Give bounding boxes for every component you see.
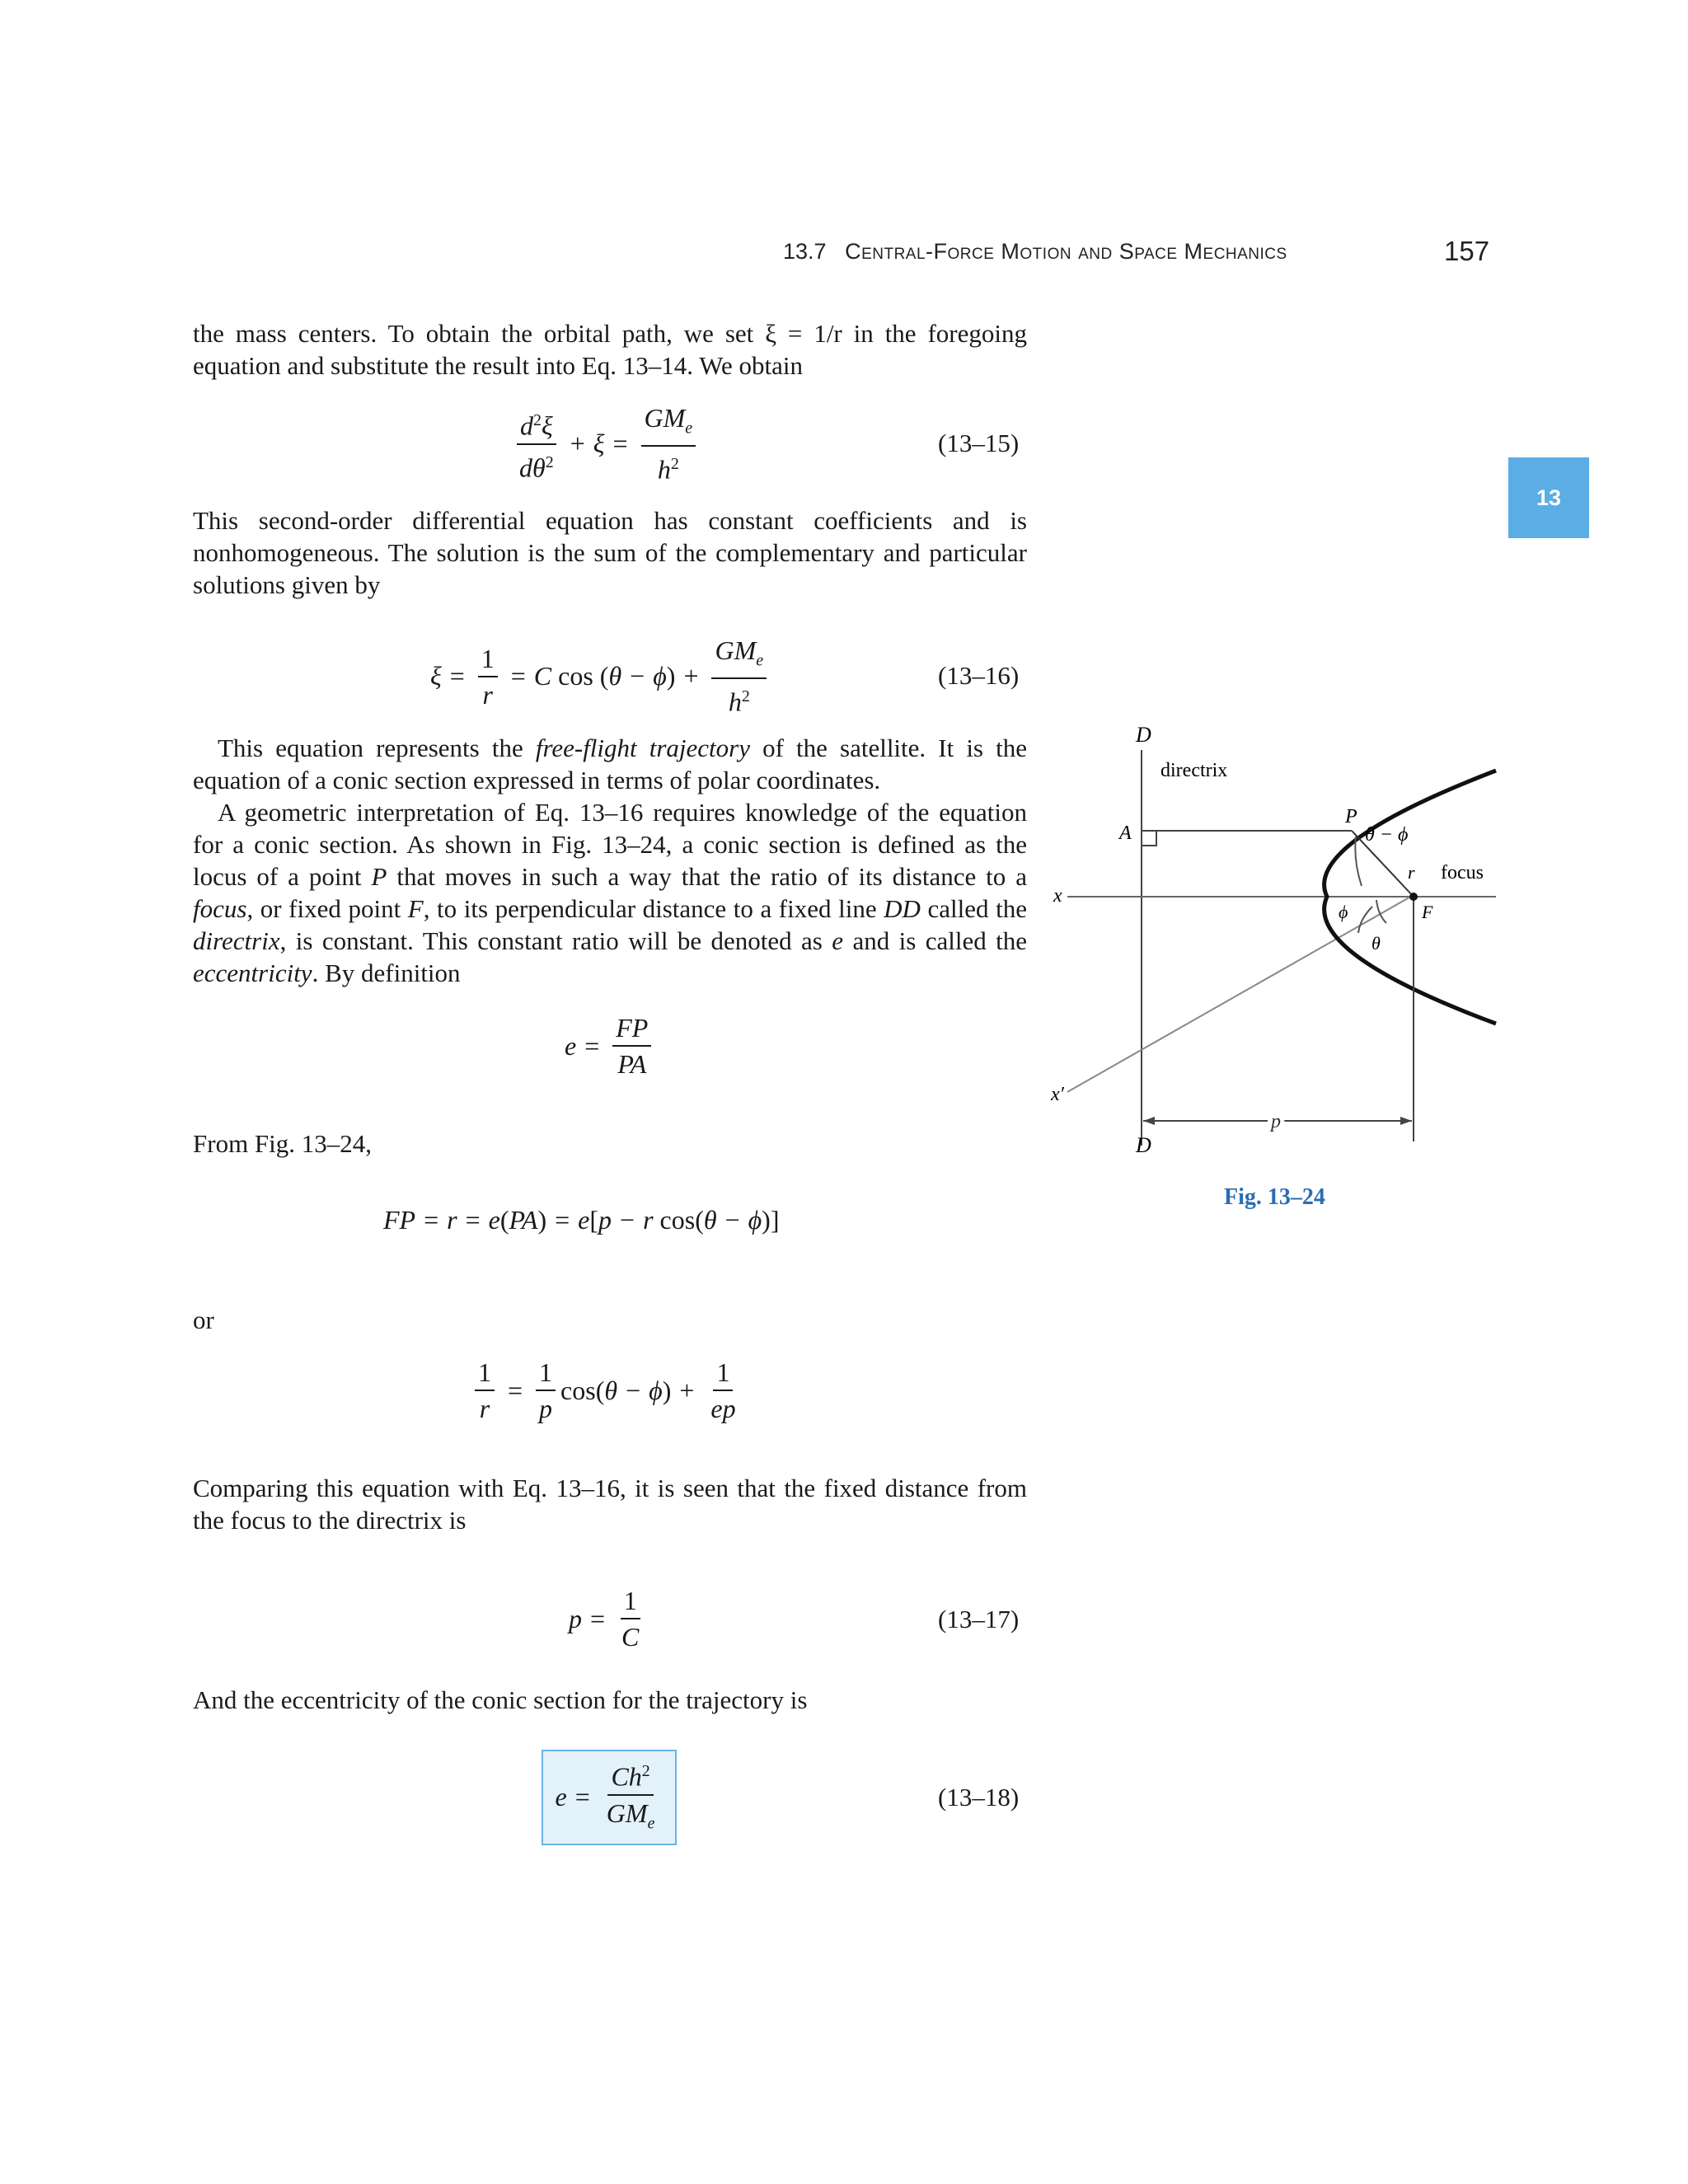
label-x: x bbox=[1053, 885, 1062, 907]
label-directrix: directrix bbox=[1160, 760, 1228, 781]
label-f: F bbox=[1422, 902, 1433, 922]
section-number: 13.7 bbox=[783, 239, 827, 264]
equation-fp: FP = r = e ( PA ) = e [ p − r cos( θ − ϕ )] bbox=[383, 1205, 780, 1235]
equation-13-17: p = $\frac{1}{C}$ bbox=[569, 1586, 647, 1651]
paragraph-or: or bbox=[193, 1305, 214, 1334]
fraction: $\frac{d^2\xi}{d\theta^2}$ bbox=[516, 406, 557, 481]
figure-caption: Fig. 13–24 bbox=[1224, 1184, 1325, 1210]
label-focus: focus bbox=[1441, 862, 1484, 883]
paragraph-intro: the mass centers. To obtain the orbital path, we set ξ = 1/r in the foregoing equation and substitute the result into Eq. 13–14. We obtain bbox=[193, 319, 1027, 380]
figure-13-24 bbox=[1047, 717, 1508, 1179]
running-header bbox=[783, 239, 1287, 265]
section-title: Central-Force Motion and Space Mechanics bbox=[845, 239, 1287, 264]
paragraph-second-order: This second-order differential equation has constant coefficients and is nonhomogeneous. The solution is the sum of the complementary and particular solutions given by bbox=[193, 506, 1027, 599]
equation-13-15: $\frac{d^2\xi}{d\theta^2}$ + ξ = $\frac{GM_e}{h^2}$ bbox=[511, 404, 701, 484]
paragraph-eccentricity-trajectory: And the eccentricity of the conic section for the trajectory is bbox=[193, 1685, 808, 1714]
label-d-top: D bbox=[1136, 723, 1151, 747]
equation-number-13-16: (13–16) bbox=[938, 661, 1020, 690]
paragraph-geometric-interpretation: A geometric interpretation of Eq. 13–16 requires knowledge of the equation for a conic section. As shown in Fig. 13–24, a conic section is defined as the locus of a point P that moves in such a way that the ratio of its distance to a focus, or fixed point F, to its perpendicular distance to a fixed line DD called the directrix, is constant. This constant ratio will be denoted as e and is called the eccentricity. By definition bbox=[193, 798, 1028, 987]
equation-number-13-18: (13–18) bbox=[938, 1783, 1020, 1811]
fraction: $\frac{1}{C}$ bbox=[621, 1586, 640, 1652]
paragraph-from-fig: From Fig. 13–24, bbox=[193, 1129, 373, 1158]
paragraph-free-flight: This equation represents the free-flight trajectory of the satellite. It is the equation of a conic section expressed in terms of polar coordinates. bbox=[193, 733, 1027, 794]
label-theta-minus-phi: θ − ϕ bbox=[1365, 824, 1409, 846]
fraction: $\frac{Ch^2}{GM_e}$ bbox=[603, 1757, 659, 1837]
equation-number-13-15: (13–15) bbox=[938, 429, 1020, 457]
fraction: $\frac{GM_e}{h^2}$ bbox=[641, 404, 696, 484]
paragraph-comparing: Comparing this equation with Eq. 13–16, it is seen that the fixed distance from the focus to the directrix is bbox=[193, 1474, 1027, 1535]
fraction: $\frac{GM_e}{h^2}$ bbox=[711, 636, 767, 716]
label-d-bottom: D bbox=[1136, 1133, 1151, 1157]
x-prime-axis bbox=[1067, 895, 1414, 1092]
label-a: A bbox=[1119, 823, 1132, 844]
equation-13-18-box bbox=[542, 1750, 677, 1845]
theta-minus-phi-arc bbox=[1355, 837, 1362, 886]
label-theta: θ bbox=[1372, 933, 1381, 954]
equation-eccentricity-definition: e = $\frac{FP}{PA}$ bbox=[565, 1014, 656, 1078]
label-x-prime: x′ bbox=[1051, 1084, 1064, 1105]
equation-reciprocal-r: $\frac{1}{r}$ = $\frac{1}{p}$ cos( θ − ϕ ) + $\frac{1}{ep}$ bbox=[470, 1358, 744, 1422]
label-p-point: P bbox=[1345, 806, 1357, 827]
fraction: $\frac{1}{p}$ bbox=[536, 1358, 556, 1422]
fraction: $\frac{1}{r}$ bbox=[475, 1358, 495, 1422]
arrowhead bbox=[1143, 1117, 1155, 1125]
chapter-tab: 13 bbox=[1508, 457, 1589, 538]
label-r: r bbox=[1408, 862, 1415, 883]
equation-13-16: ξ = $\frac{1}{r}$ = C cos ( θ − ϕ ) + $\frac{GM_e}{h^2}$ bbox=[430, 636, 771, 716]
equation-13-18: e = $\frac{Ch^2}{GM_e}$ bbox=[556, 1757, 663, 1837]
equation-number-13-17: (13–17) bbox=[938, 1605, 1020, 1633]
focus-point bbox=[1409, 893, 1418, 901]
fraction: $\frac{1}{ep}$ bbox=[710, 1357, 736, 1423]
fraction: $\frac{FP}{PA}$ bbox=[612, 1014, 651, 1078]
page-number: 157 bbox=[1444, 236, 1490, 266]
label-phi: ϕ bbox=[1339, 902, 1348, 922]
label-p-distance: p bbox=[1271, 1111, 1281, 1132]
fraction: $\frac{1}{r}$ bbox=[478, 644, 498, 709]
right-angle-marker bbox=[1142, 831, 1156, 846]
arrowhead bbox=[1400, 1117, 1412, 1125]
